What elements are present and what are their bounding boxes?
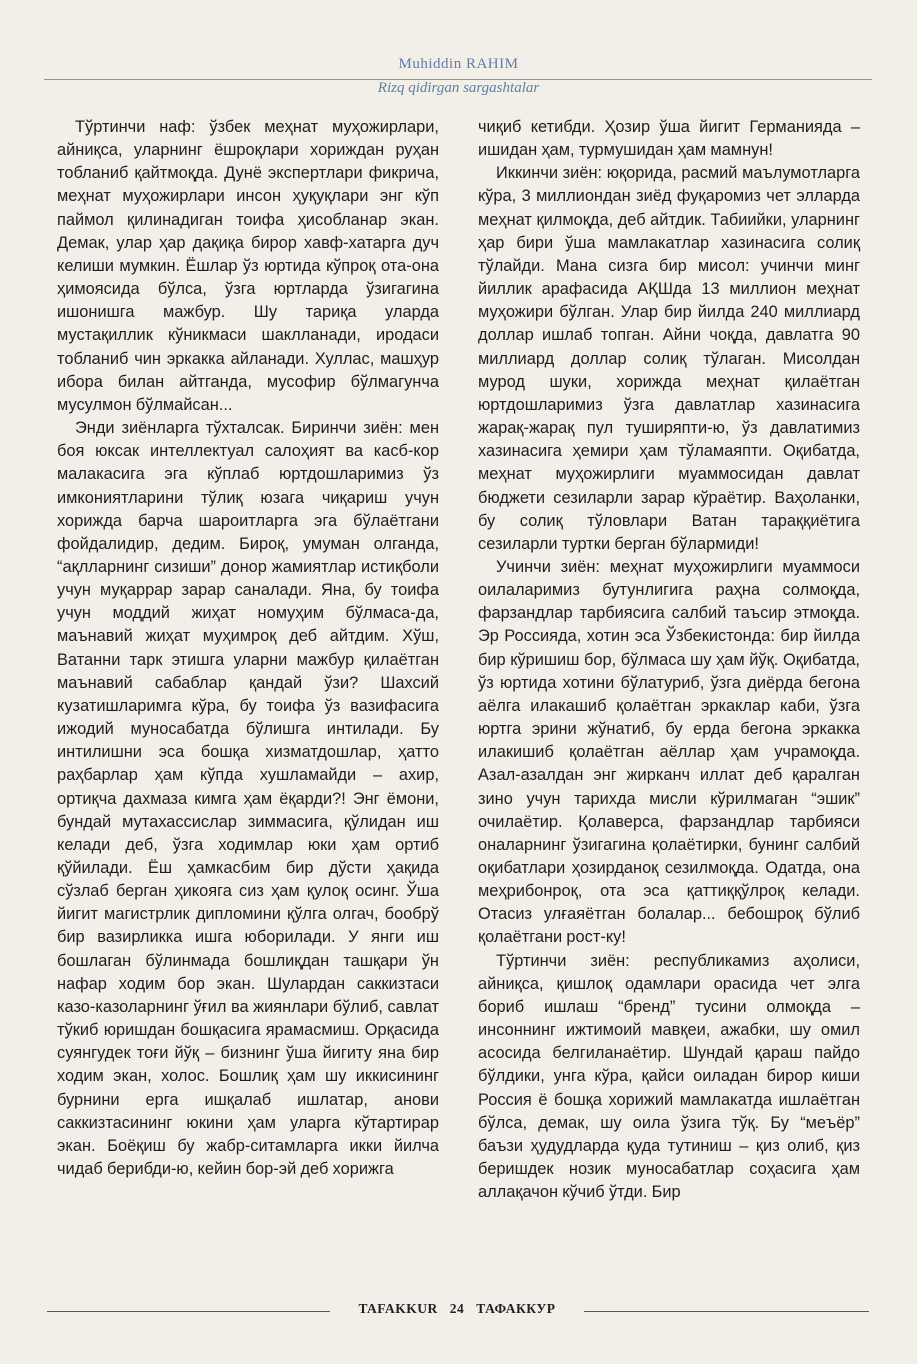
paragraph-continuation: чиқиб кетибди. Ҳозир ўша йигит Германияда – ишидан ҳам, турмушидан ҳам мамнун! — [478, 118, 860, 160]
footer-journal-latin: TAFAKKUR — [358, 1301, 438, 1316]
left-text-column — [57, 116, 439, 1181]
paragraph: Тўртинчи наф: ўзбек меҳнат муҳожирлари, айниқса, уларнинг ёшроқлари хориждан руҳан тобланиб қайтмоқда. Дунё экспертлари фикрича, меҳнат муҳожирлари инсон ҳуқуқлари энг кўп паймол қилинадиган тоифа ҳисобланар экан. Демак, улар ҳар дақиқа бирор хавф-хатарга дуч келиши мумкин. Ёшлар ўз юртида кўпроқ ота-она ҳимоясида бўлса, ўзга юртларда ўзигагина ишонишга мажбур. Шу тариқа уларда мустақиллик кўникмаси шаклланади, иродаси тобланиб чин эркакка айланади. Хуллас, машҳур ибора билан айтганда, мусофир бўлмагунча мусулмон бўлмайсан... — [57, 118, 439, 414]
footer-divider-right — [584, 1311, 869, 1312]
running-header — [0, 56, 917, 73]
footer-text — [330, 1301, 584, 1317]
page-number: 24 — [449, 1301, 465, 1316]
paragraph: Учинчи зиён: меҳнат муҳожирлиги муаммоси оилаларимиз бутунлигига раҳна солмоқда, фарзандлар тарбиясига салбий таъсир этмоқда. Эр Россияда, хотин эса Ўзбекистонда: бир йилда бир кўришиш бор, бўлмаса шу ҳам йўқ. Оқибатда, ўз юртида хотини бўлатуриб, ўзга диёрда бегона аёлга илакашиб қолаётган эркаклар каби, ўзга юртга эрини жўнатиб, бу ерда бегона эркакка илакишиб қолаётган аёллар ҳам учрамоқда. Азал-азалдан энг жирканч иллат деб қаралган зино учун тарихда мисли кўрилмаган “эшик” очилаётир. Қолаверса, фарзандлар тарбияси оналарнинг ўзигагина қолаётирки, бунинг салбий оқибатлари ҳозирданоқ сезилмоқда. Одатда, она меҳрибонроқ, ота эса қаттиққўлроқ келади. Отасиз улғаяётган болалар... бебошроқ бўлиб қолаётгани рост-ку! — [478, 557, 860, 947]
footer-journal-cyrillic: ТАФАККУР — [476, 1301, 556, 1316]
page-footer — [0, 1301, 917, 1321]
paragraph: Иккинчи зиён: юқорида, расмий маълумотларга кўра, 3 миллиондан зиёд фуқаромиз чет элларда меҳнат қилмоқда, деб айтдик. Табиийки, уларнинг ҳар бири ўша мамлакатлар хазинасига солиқ тўлайди. Мана сизга бир мисол: учинчи минг йиллик арафасида АҚШда 13 миллион меҳнат муҳожири бўлган. Улар бир йилда 240 миллиард доллар ишлаб топган. Айни чоқда, давлатга 90 миллиард доллар солиқ тўлаган. Мисолдан мурод шуки, хорижда меҳнат қилаётган юртдошларимиз ўзга давлатлар хазинасига жарақ-жарақ пул туширяпти-ю, ўз давлатимиз хазинасига ҳемири ҳам тўламаяпти. Оқибатда, меҳнат муҳожирлиги муаммосидан давлат бюджети сезиларли зарар кўраётир. Ваҳоланки, бу солиқ тўловлари Ватан тараққиётига сезиларли туртки берган бўлармиди! — [478, 164, 860, 553]
paragraph: Энди зиёнларга тўхталсак. Биринчи зиён: мен боя юксак интеллектуал салоҳият ва касб-кор малакасига эга кўплаб юртдошларимиз ўз имкониятларини тўлиқ юзага чиқариш учун хорижда барча шароитларга эга бўлаётгани фойдалидир, дедим. Бироқ, умуман олганда, “ақлларнинг сизиши” донор жамиятлар истиқболи учун муқаррар зарар саналади. Яна, бу тоифа учун моддий жиҳат номуҳим бўлмаса-да, маънавий жиҳат муҳимроқ деб айтдим. Хўш, Ватанни тарк этишга уларни мажбур қилаётган маънавий сабаблар қандай ўзи? Шахсий кузатишларимга кўра, бу тоифа ўз вазифасига ижодий муносабатда бўлишга интилади. Бу интилишни эса бошқа хизматдошлар, ҳатто раҳбарлар ҳам кўпда хушламайди – ахир, ортиқча дахмаза кимга ҳам ёқарди?! Энг ёмони, бундай мутахассислар зиммасига, қўлидан иш келади деб, ўзга ходимлар юки ҳам ортиб қўйилади. Ёш ҳамкасбим бир дўсти ҳақида сўзлаб берган ҳикояга сиз ҳам қулоқ осинг. Ўша йигит магистрлик дипломини қўлга олгач, бообрў бир вазирликка ишга юборилади. У янги иш бошлаган бўлинмада бошлиқдан ташқари ўн нафар ходим бор экан. Шулардан саккизтаси казо-казоларнинг ўғил ва жиянлари бўлиб, савлат тўкиб юришдан бошқасига ярамасмиш. Орқасида суянгудек тоғи йўқ – бизнинг ўша йигиту яна бир ходим экан, холос. Бошлиқ ҳам шу иккисининг бурнини ерга ишқалаб ишлатар, анови саккизтасининг юкини ҳам уларга кўтартирар экан. Боёқиш бу жабр-ситамларга икки йилча чидаб берибди-ю, кейин бор-эй деб хорижга — [57, 419, 439, 1179]
paragraph: Тўртинчи зиён: республикамиз аҳолиси, айниқса, қишлоқ одамлари орасида чет элга бориб ишлаш “бренд” тусини олмоқда – инсоннинг ижтимоий мавқеи, ажабки, шу омил асосида белгиланаётир. Шундай қараш пайдо бўлдики, унга кўра, қайси оиладан бирор киши Россия ё бошқа хорижий мамлакатда ишлаётган бўлса, демак, шу оила ўзига тўқ. Бу “меъёр” баъзи ҳудудларда қуда тутиниш – қиз олиб, қиз беришдек нозик муносабатлар соҳасига ҳам аллақачон кўчиб ўтди. Бир — [478, 951, 860, 1202]
right-text-column — [478, 116, 860, 1204]
footer-divider-left — [47, 1311, 330, 1312]
header-subtitle: Rizq qidirgan sargashtalar — [377, 80, 540, 96]
header-author: Muhiddin RAHIM — [398, 56, 519, 72]
